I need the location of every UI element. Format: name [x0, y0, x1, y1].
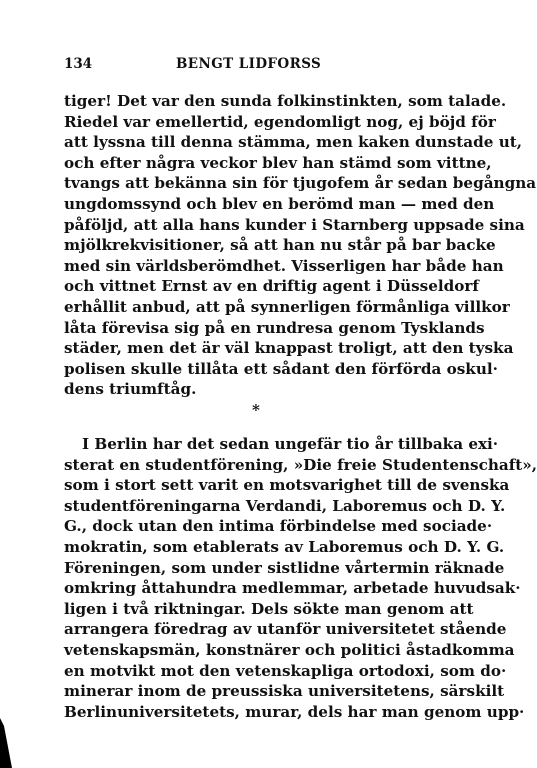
text-line: städer, men det är väl knappast troligt, att den tyska	[64, 339, 514, 358]
text-line: tvangs att bekänna sin för tjugofem år sedan begångna	[64, 174, 537, 193]
text-line: sterat en studentförening, »Die freie Studentenschaft»,	[64, 455, 537, 474]
paragraph-2	[64, 434, 537, 722]
running-title: BENGT LIDFORSS	[176, 56, 322, 72]
text-line: Föreningen, som under sistlidne vårtermin räknade	[64, 558, 505, 577]
text-line: polisen skulle tillåta ett sådant den förförda oskul·	[64, 359, 498, 378]
page-header	[64, 56, 458, 76]
text-line: tiger! Det var den sunda folkinstinkten, som talade.	[64, 92, 507, 110]
text-line: Riedel var emellertid, egendomligt nog, ej böjd för	[64, 112, 496, 131]
text-line: ungdomssynd och blev en berömd man — med den	[64, 194, 495, 213]
section-separator: *	[252, 401, 260, 419]
text-line: med sin världsberömdhet. Visserligen har både han	[64, 256, 504, 275]
text-line: låta förevisa sig på en rundresa genom Tysklands	[64, 318, 485, 337]
page-number: 134	[64, 56, 93, 72]
text-line: I Berlin har det sedan ungefär tio år tillbaka exi·	[82, 435, 499, 453]
text-line: och vittnet Ernst av en driftig agent i Düsseldorf	[64, 277, 479, 296]
text-line: ligen i två riktningar. Dels sökte man genom att	[64, 599, 474, 618]
text-line: dens triumftåg.	[64, 380, 197, 399]
text-line: en motvikt mot den vetenskapliga ortodoxi, som do·	[64, 661, 507, 680]
text-line: mokratin, som etablerats av Laboremus och D. Y. G.	[64, 537, 505, 556]
text-line: som i stort sett varit en motsvarighet till de svenska	[64, 476, 510, 495]
text-line: och efter några veckor blev han stämd som vittne,	[64, 153, 492, 172]
text-line: vetenskapsmän, konstnärer och politici åstadkomma	[64, 640, 515, 659]
text-line: Berlinuniversitetets, murar, dels har man genom upp·	[64, 702, 525, 721]
text-line: erhållit anbud, att på synnerligen förmånliga villkor	[64, 297, 510, 316]
text-line: G., dock utan den intima förbindelse med sociade·	[64, 517, 493, 536]
page-edge-shadow	[0, 718, 14, 768]
text-line: omkring åttahundra medlemmar, arbetade huvudsak·	[64, 579, 521, 598]
text-line: studentföreningarna Verdandi, Laboremus och D. Y.	[64, 496, 506, 515]
text-line: arrangera föredrag av utanför universitetet stående	[64, 620, 507, 639]
text-line: påföljd, att alla hans kunder i Starnberg uppsade sina	[64, 215, 525, 234]
text-line: mjölkrekvisitioner, så att han nu står på bar backe	[64, 236, 496, 255]
text-line: minerar inom de preussiska universitetens, särskilt	[64, 682, 505, 701]
text-line: att lyssna till denna stämma, men kaken dunstade ut,	[64, 133, 523, 152]
paragraph-1	[64, 91, 537, 400]
